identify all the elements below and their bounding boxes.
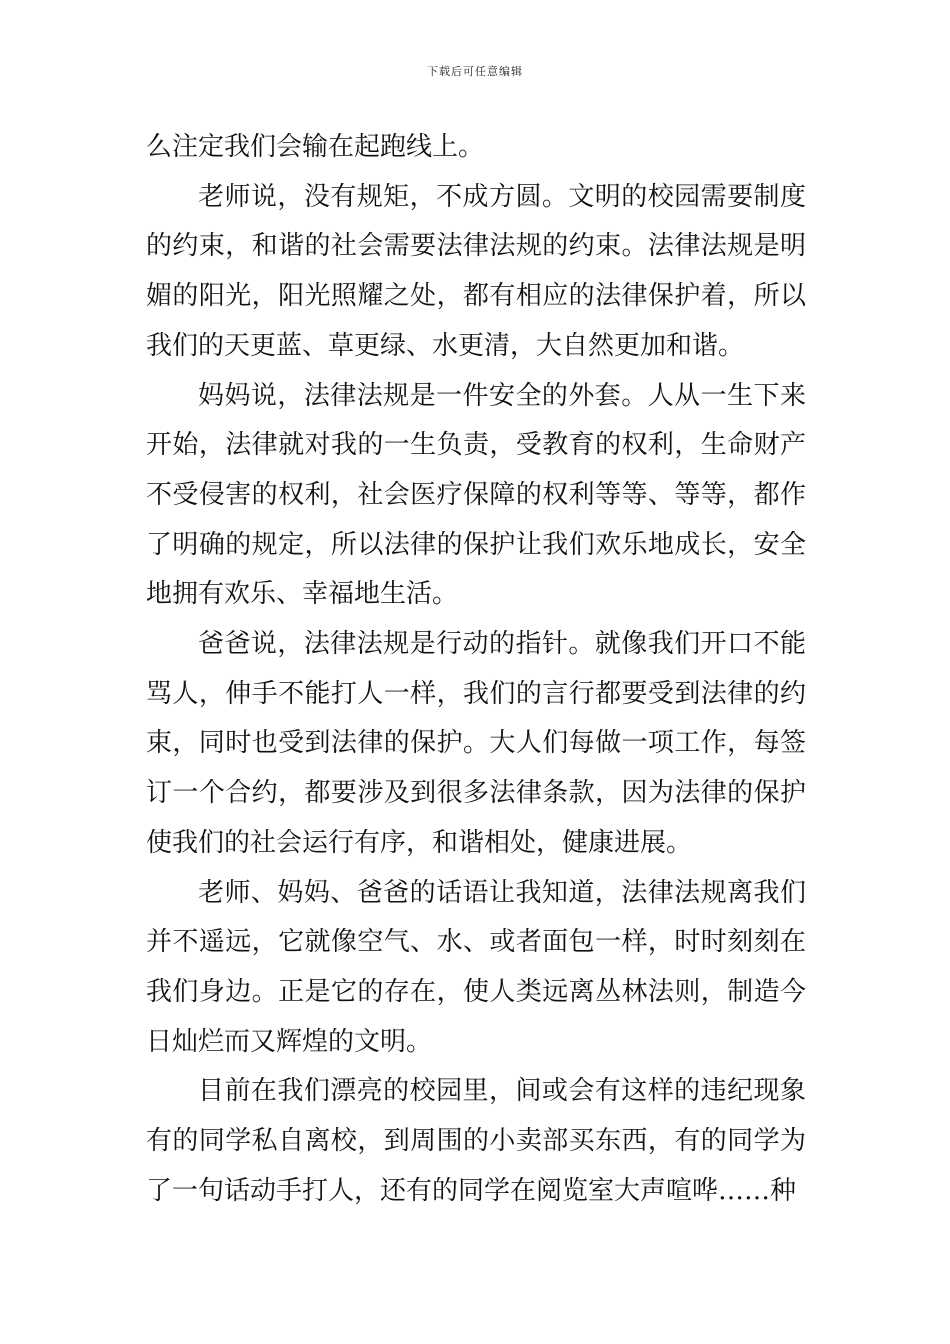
paragraph-summary: 老师、妈妈、爸爸的话语让我知道，法律法规离我们并不遥远，它就像空气、水、或者面包一样，时时刻刻在我们身边。正是它的存在，使人类远离丛林法则，制造今日灿烂而又辉煌的文明。 — [146, 877, 806, 1057]
paragraph-father: 爸爸说，法律法规是行动的指针。就像我们开口不能骂人，伸手不能打人一样，我们的言行都要受到法律的约束，同时也受到法律的保护。大人们每做一项工作，每签订一个合约，都要涉及到很多法律条款，因为法律的保护使我们的社会运行有序，和谐相处，健康进展。 — [146, 629, 806, 858]
paragraph-mother: 妈妈说，法律法规是一件安全的外套。人从一生下来开始，法律就对我的一生负责，受教育的权利，生命财产不受侵害的权利，社会医疗保障的权利等等、等等，都作了明确的规定，所以法律的保护让我们欢乐地成长，安全地拥有欢乐、幸福地生活。 — [146, 380, 806, 610]
document-body — [146, 123, 806, 1216]
paragraph-teacher: 老师说，没有规矩，不成方圆。文明的校园需要制度的约束，和谐的社会需要法律法规的约束。法律法规是明媚的阳光，阳光照耀之处，都有相应的法律保护着，所以我们的天更蓝、草更绿、水更清，大自然更加和谐。 — [146, 181, 806, 361]
paragraph-campus: 目前在我们漂亮的校园里，间或会有这样的违纪现象有的同学私自离校，到周围的小卖部买东西，有的同学为了一句话动手打人，还有的同学在阅览室大声喧哗……种 — [146, 1076, 806, 1206]
page-header: 下载后可任意编辑 — [427, 65, 523, 78]
paragraph-continued: 么注定我们会输在起跑线上。 — [146, 132, 485, 162]
